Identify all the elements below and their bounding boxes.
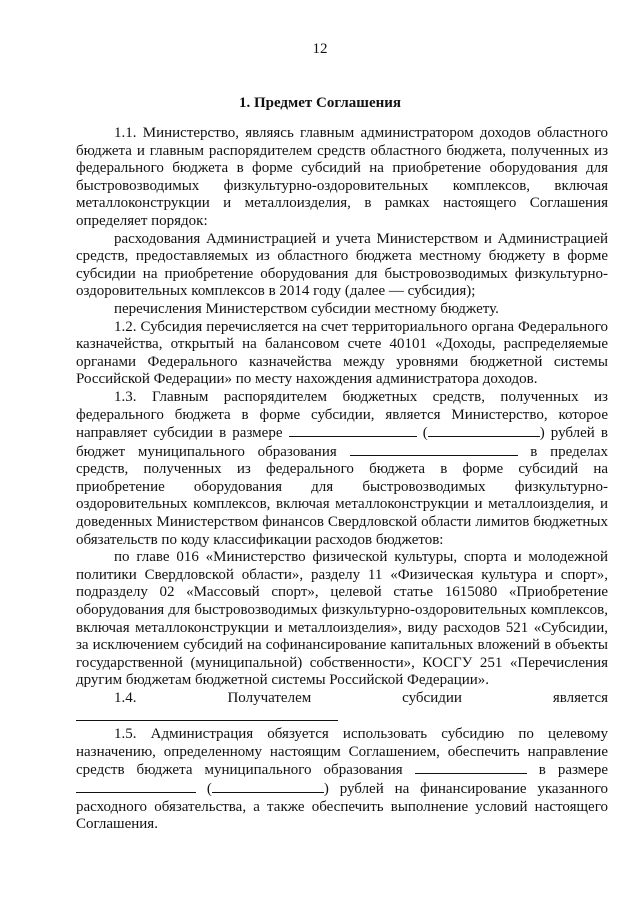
paragraph-1-5-part-c: (: [206, 780, 212, 797]
municipality-blank: [350, 443, 518, 456]
paragraph-transfer: перечисления Министерством субсидии местному бюджету.: [114, 300, 499, 317]
paragraph-1-5: [76, 726, 608, 834]
paragraph-1-2: 1.2. Субсидия перечисляется на счет территориального органа Федерального казначейства, открытый на балансовом счете 40101 «Доходы, распределяемые органами Федерального казначейства между уровнями бюджетной системы Российской Федерации» по месту нахождения администратора доходов.: [76, 318, 608, 388]
paragraph-1-3-part-c: ) рублей в бюджет муниципального образования: [76, 425, 609, 460]
paragraph-1-4-text: 1.4. Получателем субсидии является: [114, 690, 608, 706]
recipient-blank: [76, 708, 338, 721]
paragraph-1-3-part-a: 1.3. Главным распорядителем бюджетных средств, полученных из федерального бюджета в форме субсидии, является Министерство, которое направляет субсидии в размере: [76, 388, 608, 442]
paragraph-1-3-part-d: в пределах средств, полученных из федерального бюджета в форме субсидий на приобретение оборудования для быстровозводимых физкультурно-оздоровительных комплексов, включая металлоконструкции и металлоизделия, и доведенных Министерством финансов Свердловской области лимитов бюджетных обязательств по коду классификации расходов бюджетов:: [76, 443, 608, 548]
paragraph-1-5-part-d: ) рублей на финансирование указанного расходного обязательства, а также обеспечить выполнение условий настоящего Соглашения.: [76, 780, 609, 833]
amount-blank-2: [76, 780, 196, 793]
paragraph-1-3-part-b: (: [422, 425, 428, 442]
paragraph-expenditure: расходования Администрацией и учета Министерством и Администрацией средств, предоставляемых из областного бюджета местному бюджету в форме субсидии на приобретение оборудования для быстровозводимых физкультурно-оздоровительных комплексов в 2014 году (далее — субсидия);: [76, 230, 608, 300]
municipality-blank-2: [415, 761, 527, 774]
paragraph-1-1: 1.1. Министерство, являясь главным администратором доходов областного бюджета и главным распорядителем средств областного бюджета, полученных из федерального бюджета в форме субсидий на приобретение оборудования для быстровозводимых физкультурно-оздоровительных комплексов, включая металлоконструкции и металлоизделия, в рамках настоящего Соглашения определяет порядок:: [76, 125, 608, 229]
paragraph-classification: по главе 016 «Министерство физической культуры, спорта и молодежной политики Свердловской области», разделу 11 «Физическая культура и спорт», подразделу 02 «Массовый спорт», целевой статье 1615080 «Приобретение оборудования для быстровозводимых физкультурно-оздоровительных комплексов, включая металлоконструкции и металлоизделия», виду расходов 521 «Субсидии, за исключением субсидий на софинансирование капитальных вложений в объекты государственной (муниципальной) собственности», КОСГУ 251 «Перечисления другим бюджетам бюджетной системы Российской Федерации».: [76, 549, 608, 689]
paragraph-1-5-part-b: в размере: [538, 762, 608, 779]
paragraph-1-3: [76, 389, 608, 549]
amount-blank: [289, 424, 417, 437]
page-number: 12: [312, 41, 328, 57]
section-heading: 1. Предмет Соглашения: [238, 95, 402, 111]
paragraph-1-4: [76, 690, 608, 726]
amount-words-blank: [428, 424, 540, 437]
paragraph-1-5-part-a: 1.5. Администрация обязуется использовать субсидию по целевому назначению, определенному настоящим Соглашением, обеспечить направление средств бюджета муниципального образования: [76, 726, 608, 779]
document-body: [76, 125, 608, 834]
amount-words-blank-2: [212, 780, 324, 793]
